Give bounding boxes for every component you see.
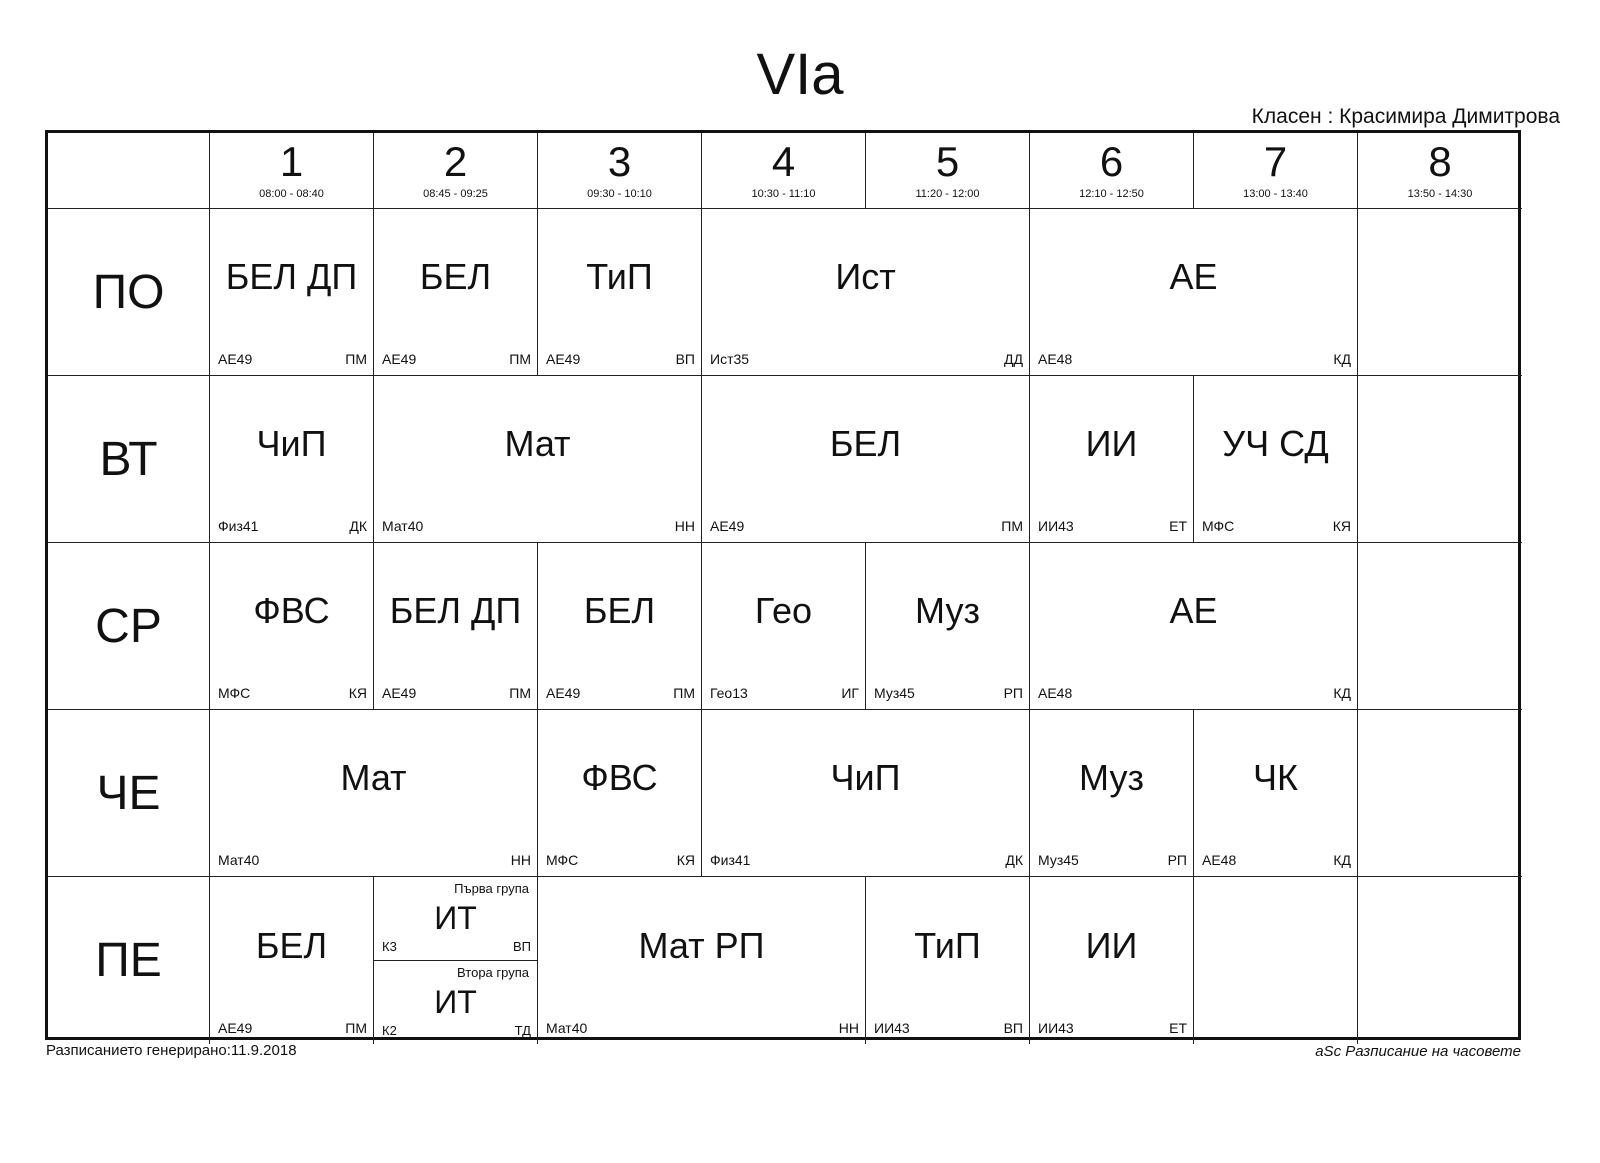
lesson-subject: ФВС (253, 590, 330, 631)
lesson-subject: ЧиП (256, 423, 327, 464)
lesson-teacher: КД (1333, 852, 1351, 868)
corner-cell (48, 133, 210, 209)
period-header-4 (702, 133, 866, 209)
period-number: 1 (279, 138, 304, 185)
lesson-subject: БЕЛ ДП (225, 256, 358, 297)
period-time: 08:00 - 08:40 (259, 188, 324, 200)
lesson-room: АЕ49 (546, 351, 581, 367)
period-time: 13:50 - 14:30 (1407, 188, 1473, 200)
lesson-subject: АЕ (1169, 590, 1218, 631)
period-header-5 (866, 133, 1030, 209)
lesson-subject: Мат (504, 423, 571, 464)
lesson-cell (866, 877, 1030, 1044)
lesson-teacher: ТД (514, 1023, 531, 1038)
lesson-teacher: НН (838, 1020, 859, 1036)
group-one-lesson (374, 877, 537, 961)
split-lesson-cell (374, 877, 538, 1044)
lesson-teacher: КЯ (1332, 518, 1351, 534)
day-label-wed: СР (48, 543, 210, 710)
day-label-thu: ЧЕ (48, 710, 210, 877)
lesson-subject: ИИ (1085, 924, 1138, 966)
lesson-teacher: ВП (1003, 1020, 1023, 1036)
lesson-cell (702, 209, 1030, 376)
lesson-subject: ЧиП (830, 757, 901, 798)
lesson-cell (374, 376, 702, 543)
lesson-teacher: ИГ (841, 685, 859, 701)
class-teacher-label: Класен : Красимира Димитрова (1251, 105, 1560, 128)
lesson-room: Муз45 (874, 685, 915, 701)
lesson-room: Ист35 (710, 351, 750, 367)
lesson-teacher: ЕТ (1169, 1020, 1187, 1036)
lesson-cell (702, 543, 866, 710)
lesson-room: АЕ49 (218, 351, 253, 367)
lesson-room: АЕ48 (1202, 852, 1237, 868)
lesson-teacher: РП (1003, 685, 1023, 701)
lesson-subject: БЕЛ (829, 423, 902, 464)
lesson-room: ИИ43 (874, 1020, 910, 1036)
lesson-cell (538, 710, 702, 877)
lesson-teacher: НН (510, 852, 531, 868)
period-time: 13:00 - 13:40 (1243, 188, 1308, 200)
lesson-subject: ФВС (581, 757, 658, 798)
period-number: 4 (771, 138, 796, 185)
empty-cell (1358, 543, 1522, 710)
period-number: 8 (1428, 138, 1452, 185)
lesson-room: Муз45 (1038, 852, 1079, 868)
lesson-subject: Муз (915, 590, 980, 631)
lesson-cell (1030, 877, 1194, 1044)
lesson-room: Физ41 (218, 518, 259, 534)
lesson-room: Мат40 (382, 518, 424, 534)
lesson-room: АЕ49 (382, 685, 417, 701)
lesson-cell (866, 543, 1030, 710)
period-header-3 (538, 133, 702, 209)
period-number: 5 (935, 138, 960, 185)
empty-cell (1358, 877, 1522, 1044)
period-time: 09:30 - 10:10 (587, 188, 652, 200)
lesson-cell (538, 543, 702, 710)
period-number: 7 (1263, 138, 1288, 185)
lesson-room: Мат40 (546, 1020, 588, 1036)
period-number: 6 (1099, 138, 1124, 185)
lesson-subject: ИИ (1085, 423, 1138, 464)
lesson-teacher: ПМ (1001, 518, 1023, 534)
lesson-teacher: КД (1333, 351, 1351, 367)
lesson-subject: ИТ (434, 984, 477, 1020)
lesson-cell (1030, 710, 1194, 877)
group-two-lesson (374, 961, 537, 1044)
lesson-room: К2 (382, 1023, 397, 1038)
lesson-room: МФС (218, 685, 251, 701)
lesson-cell (210, 710, 538, 877)
lesson-room: МФС (1202, 518, 1235, 534)
period-header-2 (374, 133, 538, 209)
lesson-teacher: КЯ (348, 685, 367, 701)
lesson-teacher: ВП (512, 939, 531, 954)
period-time: 08:45 - 09:25 (423, 188, 488, 200)
lesson-teacher: КЯ (676, 852, 695, 868)
lesson-teacher: КД (1333, 685, 1351, 701)
generated-date: Разписанието генерирано:11.9.2018 (46, 1042, 297, 1059)
lesson-subject: БЕЛ ДП (389, 590, 522, 631)
lesson-room: Мат40 (218, 852, 260, 868)
lesson-teacher: РП (1167, 852, 1187, 868)
lesson-room: Физ41 (710, 852, 751, 868)
day-label-fri: ПЕ (48, 877, 210, 1044)
lesson-subject: Гео (754, 590, 813, 631)
lesson-cell (702, 710, 1030, 877)
page-title: VIa (756, 42, 844, 107)
lesson-room: Гео13 (710, 685, 748, 701)
lesson-subject: БЕЛ (255, 924, 328, 966)
period-time: 10:30 - 11:10 (751, 188, 816, 200)
lesson-room: МФС (546, 852, 579, 868)
lesson-teacher: ДД (1004, 351, 1023, 367)
period-number: 2 (443, 138, 468, 185)
lesson-cell (374, 209, 538, 376)
lesson-room: АЕ48 (1038, 351, 1073, 367)
lesson-cell (1194, 376, 1358, 543)
period-time: 12:10 - 12:50 (1079, 188, 1144, 200)
lesson-subject: Ист (835, 256, 896, 297)
lesson-teacher: ПМ (509, 351, 531, 367)
lesson-cell (210, 209, 374, 376)
lesson-teacher: НН (674, 518, 695, 534)
empty-cell (1358, 209, 1522, 376)
lesson-cell (702, 376, 1030, 543)
lesson-room: АЕ49 (382, 351, 417, 367)
software-credit: aSc Разписание на часовете (1315, 1043, 1521, 1060)
lesson-subject: ТиП (586, 256, 653, 297)
lesson-teacher: ДК (349, 518, 367, 534)
period-header-7 (1194, 133, 1358, 209)
lesson-cell (1030, 376, 1194, 543)
lesson-teacher: ПМ (509, 685, 531, 701)
lesson-subject: Мат (340, 757, 407, 798)
lesson-cell (1194, 710, 1358, 877)
lesson-subject: УЧ СД (1222, 423, 1329, 464)
day-label-mon: ПО (48, 209, 210, 376)
period-header-8 (1358, 133, 1522, 209)
lesson-cell (538, 877, 866, 1044)
lesson-room: АЕ49 (218, 1020, 253, 1036)
lesson-subject: БЕЛ (583, 590, 656, 631)
lesson-subject: ЧК (1253, 757, 1298, 798)
empty-cell (1358, 710, 1522, 877)
lesson-room: ИИ43 (1038, 1020, 1074, 1036)
lesson-teacher: ДК (1005, 852, 1023, 868)
period-header-6 (1030, 133, 1194, 209)
lesson-cell (210, 376, 374, 543)
lesson-subject: БЕЛ (419, 256, 492, 297)
period-number: 3 (607, 138, 632, 185)
lesson-cell (1030, 209, 1358, 376)
lesson-cell (538, 209, 702, 376)
lesson-subject: Мат РП (638, 924, 765, 966)
lesson-room: АЕ48 (1038, 685, 1073, 701)
lesson-teacher: ЕТ (1169, 518, 1187, 534)
lesson-cell (210, 543, 374, 710)
timetable-grid (45, 130, 1521, 1040)
empty-cell (1194, 877, 1358, 1044)
day-label-tue: ВТ (48, 376, 210, 543)
lesson-teacher: ПМ (345, 351, 367, 367)
lesson-cell (210, 877, 374, 1044)
lesson-room: АЕ49 (710, 518, 745, 534)
group-label: Втора група (457, 965, 529, 980)
lesson-teacher: ПМ (673, 685, 695, 701)
lesson-room: ИИ43 (1038, 518, 1074, 534)
lesson-teacher: ВП (675, 351, 695, 367)
lesson-subject: АЕ (1169, 256, 1218, 297)
period-header-1 (210, 133, 374, 209)
lesson-cell (374, 543, 538, 710)
empty-cell (1358, 376, 1522, 543)
period-time: 11:20 - 12:00 (915, 188, 980, 200)
lesson-subject: Муз (1079, 757, 1144, 798)
lesson-cell (1030, 543, 1358, 710)
group-label: Първа група (454, 881, 529, 896)
lesson-subject: ИТ (434, 900, 477, 936)
lesson-room: АЕ49 (546, 685, 581, 701)
lesson-teacher: ПМ (345, 1020, 367, 1036)
lesson-subject: ТиП (914, 924, 981, 966)
lesson-room: К3 (382, 939, 397, 954)
